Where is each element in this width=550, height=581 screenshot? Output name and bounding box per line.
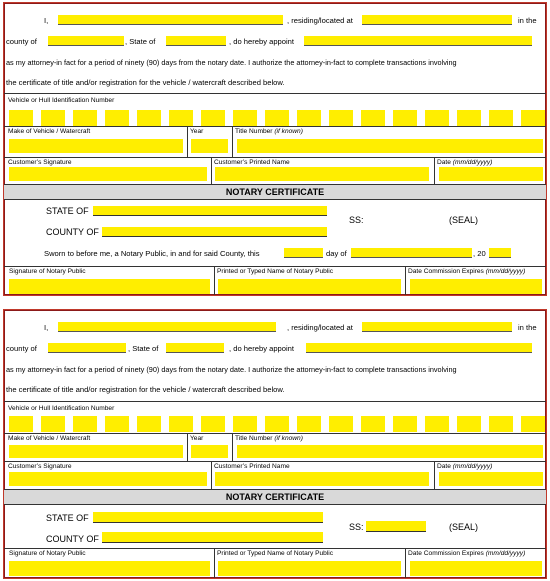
make-field[interactable] — [9, 445, 183, 458]
seal-label: (SEAL) — [449, 522, 479, 532]
vin-box[interactable] — [361, 416, 385, 432]
customer-name-field[interactable] — [215, 472, 429, 486]
vin-box[interactable] — [297, 110, 321, 126]
vin-box[interactable] — [297, 416, 321, 432]
ss-label: SS: — [349, 215, 364, 225]
vin-box[interactable] — [201, 110, 225, 126]
vin-box[interactable] — [425, 416, 449, 432]
notary-state-field[interactable] — [93, 206, 327, 216]
customer-name-field[interactable] — [215, 167, 429, 181]
text-residing: , residing/located at — [287, 323, 353, 332]
vin-box[interactable] — [361, 110, 385, 126]
address-field[interactable] — [362, 322, 512, 332]
state-of-label: STATE OF — [46, 513, 89, 523]
title-label: Title Number (if known) — [235, 435, 303, 442]
notary-name-label: Printed or Typed Name of Notary Public — [217, 268, 334, 275]
sworn-month-field[interactable] — [351, 248, 472, 258]
vin-box[interactable] — [425, 110, 449, 126]
divider — [4, 266, 546, 267]
vin-box[interactable] — [73, 110, 97, 126]
date-label: Date (mm/dd/yyyy) — [437, 463, 493, 470]
vin-box[interactable] — [233, 110, 257, 126]
text-in-the: in the — [518, 16, 537, 25]
make-field[interactable] — [9, 139, 183, 153]
divider — [214, 548, 215, 579]
divider — [211, 461, 212, 489]
vin-box[interactable] — [521, 110, 545, 126]
commission-label: Date Commission Expires (mm/dd/yyyy) — [408, 550, 526, 557]
ss-field[interactable] — [366, 521, 426, 532]
notary-name-field[interactable] — [218, 279, 401, 294]
commission-date-field[interactable] — [410, 561, 542, 576]
text-county-of: county of — [6, 344, 37, 353]
divider — [232, 433, 233, 461]
sworn-text: Sworn to before me, a Notary Public, in and for said County, this — [44, 249, 260, 258]
notary-state-field[interactable] — [93, 512, 323, 523]
year-field[interactable] — [191, 445, 228, 458]
divider — [4, 157, 546, 158]
sworn-day-of: day of — [326, 249, 347, 258]
vin-box[interactable] — [393, 110, 417, 126]
divider — [4, 93, 546, 94]
commission-label: Date Commission Expires (mm/dd/yyyy) — [408, 268, 526, 275]
vin-box[interactable] — [489, 416, 513, 432]
name-field[interactable] — [58, 322, 276, 332]
text-in-the: in the — [518, 323, 537, 332]
vin-box[interactable] — [9, 416, 33, 432]
text-i: I, — [44, 323, 49, 332]
notary-signature-field[interactable] — [9, 279, 210, 294]
notary-name-label: Printed or Typed Name of Notary Public — [217, 550, 334, 557]
divider — [405, 548, 406, 579]
customer-signature-label: Customer’s Signature — [8, 159, 72, 166]
year-label: Year — [190, 435, 204, 442]
vin-box[interactable] — [233, 416, 257, 432]
divider — [434, 157, 435, 184]
title-label: Title Number (if known) — [235, 128, 303, 135]
seal-label: (SEAL) — [449, 215, 479, 225]
vin-box[interactable] — [137, 110, 161, 126]
vin-box[interactable] — [201, 416, 225, 432]
text-state-of: , State of — [125, 37, 156, 46]
divider — [214, 266, 215, 296]
title-number-field[interactable] — [237, 445, 543, 458]
vin-box[interactable] — [265, 416, 289, 432]
customer-signature-label: Customer’s Signature — [8, 463, 72, 470]
divider — [4, 126, 546, 127]
year-field[interactable] — [191, 139, 228, 153]
vin-box[interactable] — [457, 416, 481, 432]
attorney-field[interactable] — [304, 36, 532, 46]
vin-box[interactable] — [329, 110, 353, 126]
divider — [187, 126, 188, 157]
notary-header: NOTARY CERTIFICATE — [4, 184, 546, 200]
text-appoint: , do hereby appoint — [229, 344, 295, 353]
vin-label: Vehicle or Hull Identification Number — [8, 405, 115, 412]
notary-county-field[interactable] — [102, 532, 323, 543]
sworn-year-prefix: , 20 — [473, 249, 486, 258]
vin-box[interactable] — [329, 416, 353, 432]
text-line-3: the certificate of title and/or registration for the vehicle / watercraft described below. — [6, 78, 285, 87]
notary-county-field[interactable] — [102, 227, 327, 237]
poa-form-1 — [3, 2, 547, 296]
sworn-day-field[interactable] — [284, 248, 323, 258]
name-field[interactable] — [58, 15, 283, 25]
date-label: Date (mm/dd/yyyy) — [437, 159, 493, 166]
divider — [232, 126, 233, 157]
date-field[interactable] — [439, 167, 543, 181]
divider — [405, 266, 406, 296]
vin-box[interactable] — [9, 110, 33, 126]
text-county-of: county of — [6, 37, 37, 46]
vin-box[interactable] — [489, 110, 513, 126]
vin-box[interactable] — [105, 416, 129, 432]
state-of-label: STATE OF — [46, 206, 89, 216]
state-field[interactable] — [166, 36, 226, 46]
state-field[interactable] — [166, 343, 224, 353]
county-of-label: COUNTY OF — [46, 534, 99, 544]
divider — [4, 548, 546, 549]
divider — [4, 433, 546, 434]
vin-box[interactable] — [169, 110, 193, 126]
customer-signature-field[interactable] — [9, 472, 207, 486]
year-label: Year — [190, 128, 204, 135]
divider — [4, 461, 546, 462]
county-of-label: COUNTY OF — [46, 227, 99, 237]
text-appoint: , do hereby appoint — [229, 37, 295, 46]
make-label: Make of Vehicle / Watercraft — [8, 128, 91, 135]
text-residing: , residing/located at — [287, 16, 353, 25]
customer-name-label: Customer’s Printed Name — [214, 159, 290, 166]
vin-box[interactable] — [41, 416, 65, 432]
vin-box[interactable] — [521, 416, 545, 432]
customer-name-label: Customer’s Printed Name — [214, 463, 290, 470]
vin-box[interactable] — [393, 416, 417, 432]
vin-box[interactable] — [41, 110, 65, 126]
vin-label: Vehicle or Hull Identification Number — [8, 97, 115, 104]
divider — [187, 433, 188, 461]
sworn-year-field[interactable] — [489, 248, 511, 258]
title-number-field[interactable] — [237, 139, 543, 153]
county-field[interactable] — [48, 36, 124, 46]
notary-name-field[interactable] — [218, 561, 401, 576]
text-line-2: as my attorney-in fact for a period of ninety (90) days from the notary date. I authorize the attorney-in-fact to complete transactions involving — [6, 365, 457, 374]
text-i: I, — [44, 16, 49, 25]
divider — [4, 401, 546, 402]
notary-header: NOTARY CERTIFICATE — [4, 489, 546, 505]
vin-box[interactable] — [265, 110, 289, 126]
text-line-2: as my attorney-in fact for a period of ninety (90) days from the notary date. I authorize the attorney-in-fact to complete transactions involving — [6, 58, 457, 67]
text-state-of: , State of — [128, 344, 159, 353]
notary-signature-label: Signature of Notary Public — [9, 550, 86, 557]
ss-label: SS: — [349, 522, 364, 532]
notary-signature-field[interactable] — [9, 561, 210, 576]
poa-form-2 — [3, 309, 547, 579]
text-line-3: the certificate of title and/or registration for the vehicle / watercraft described below. — [6, 385, 285, 394]
divider — [211, 157, 212, 184]
county-field[interactable] — [48, 343, 126, 353]
date-field[interactable] — [439, 472, 543, 486]
vin-box[interactable] — [137, 416, 161, 432]
vin-box[interactable] — [105, 110, 129, 126]
notary-signature-label: Signature of Notary Public — [9, 268, 86, 275]
divider — [434, 461, 435, 489]
customer-signature-field[interactable] — [9, 167, 207, 181]
commission-date-field[interactable] — [410, 279, 542, 294]
make-label: Make of Vehicle / Watercraft — [8, 435, 91, 442]
vin-box[interactable] — [73, 416, 97, 432]
vin-box[interactable] — [169, 416, 193, 432]
attorney-field[interactable] — [306, 343, 532, 353]
address-field[interactable] — [362, 15, 512, 25]
vin-box[interactable] — [457, 110, 481, 126]
